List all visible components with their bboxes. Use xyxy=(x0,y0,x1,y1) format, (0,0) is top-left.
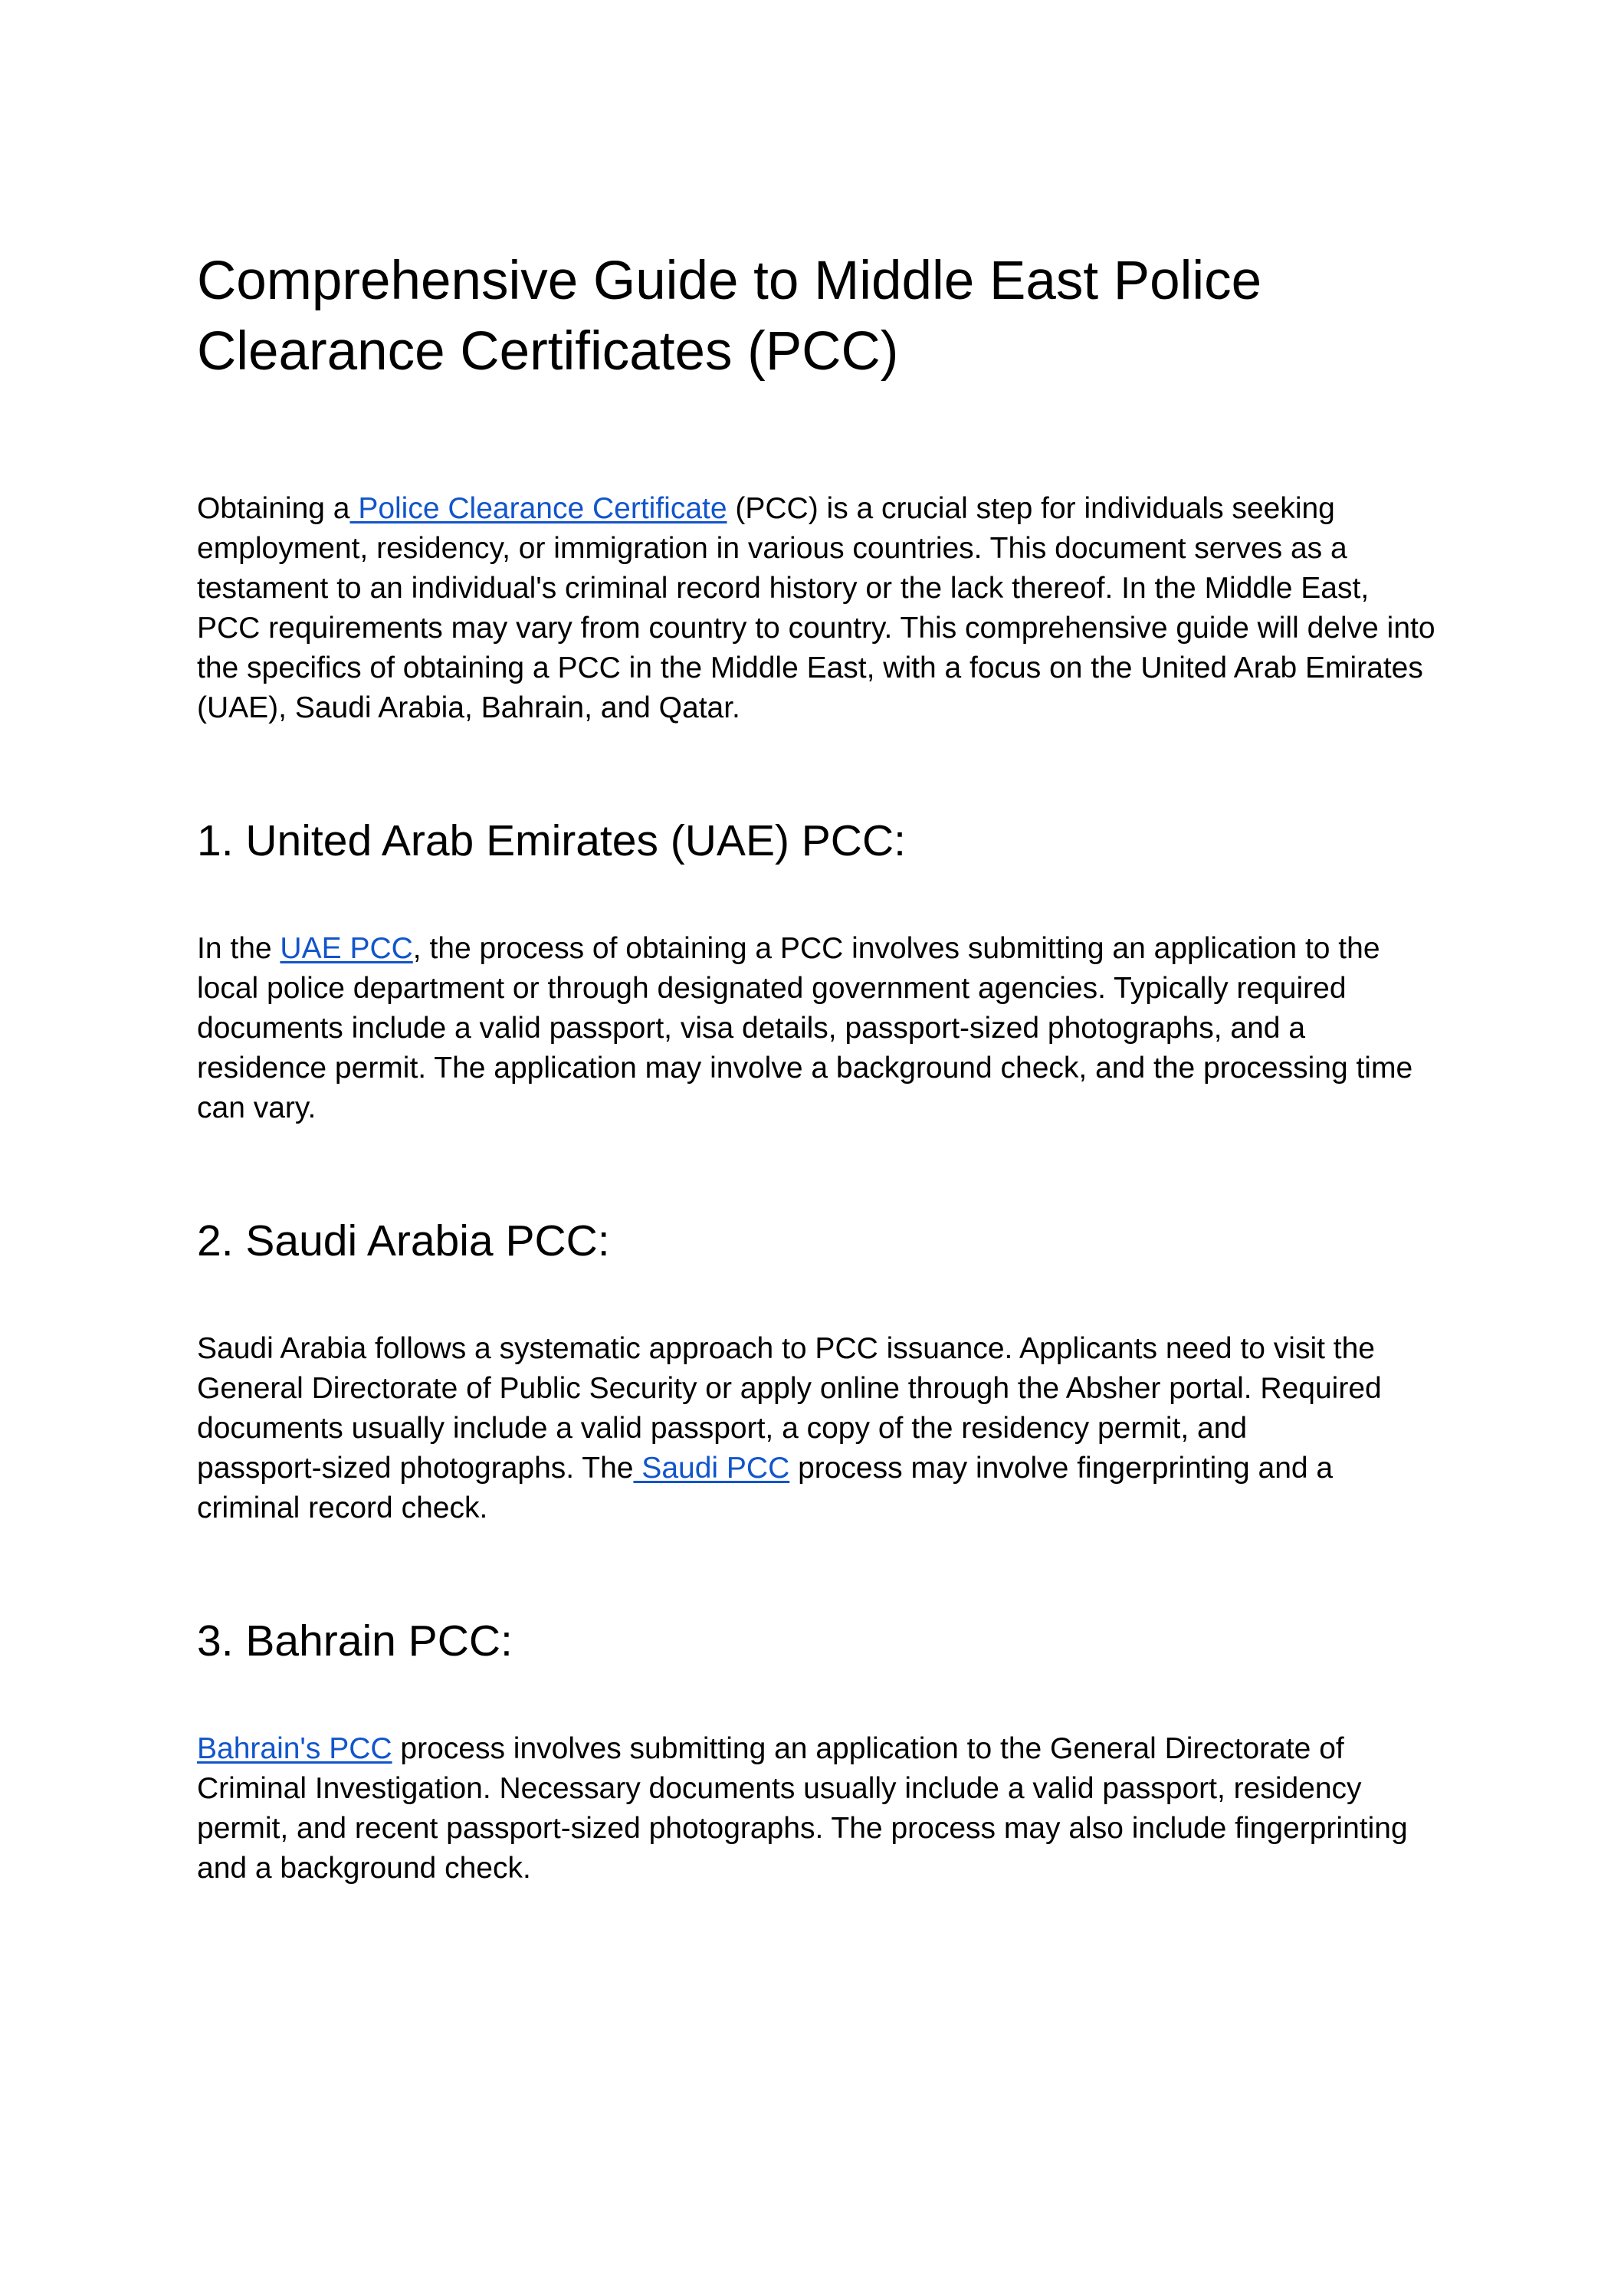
uae-text-before-link: In the xyxy=(197,932,281,965)
saudi-text-before-link: Saudi Arabia follows a systematic approach to PCC issuance. Applicants need to visit the General Directorate of Public Security or apply online through the Absher portal. Required documents usually include a valid passport, a copy of the residency permit, and passport-⁠sized photographs. The xyxy=(197,1332,1382,1485)
section-heading-uae: 1. United Arab Emirates (UAE) PCC: xyxy=(197,816,906,865)
section-heading-bahrain: 3. Bahrain PCC: xyxy=(197,1616,513,1666)
saudi-text-after-link: process may involve fingerprinting and a criminal record check. xyxy=(197,1452,1334,1524)
intro-paragraph xyxy=(197,489,1439,728)
saudi-paragraph xyxy=(197,1329,1439,1528)
section-heading-saudi: 2. Saudi Arabia PCC: xyxy=(197,1216,610,1265)
bahrain-paragraph xyxy=(197,1729,1439,1889)
saudi-pcc-link[interactable]: Saudi PCC xyxy=(633,1452,790,1485)
uae-pcc-link[interactable]: UAE PCC xyxy=(280,932,413,965)
intro-text-after-link: (PCC) is a crucial step for individuals seeking employment, residency, or immigration in various countries. This document serves as a testament to an individual's criminal record history or the lack thereof. In the Middle East, PCC requirements may vary from country to country. This comprehensive guide will delve into the specifics of obtaining a PCC in the Middle East, with a focus on the United Arab Emirates (UAE), Saudi Arabia, Bahrain, and Qatar. xyxy=(197,492,1435,724)
uae-text-after-link: , the process of obtaining a PCC involves submitting an application to the local police department or through designated government agencies. Typically required documents include a valid passport, visa details, passport-⁠sized photographs, and a residence permit. The application may involve a background check, and the processing time can vary. xyxy=(197,932,1413,1124)
intro-text-before-link: Obtaining a xyxy=(197,492,350,525)
bahrains-pcc-link[interactable]: Bahrain's PCC xyxy=(197,1732,392,1765)
document-title: Comprehensive Guide to Middle East Police Clearance Certificates (PCC) xyxy=(197,251,1262,382)
police-clearance-certificate-link[interactable]: Police Clearance Certificate xyxy=(349,492,727,525)
uae-paragraph xyxy=(197,929,1439,1128)
bahrain-text-after-link: process involves submitting an application to the General Directorate of Criminal Investigation. Necessary documents usually include a valid passport, residency permit, and recent passport-⁠sized photographs. The process may also include fingerprinting and a background check. xyxy=(197,1732,1408,1885)
